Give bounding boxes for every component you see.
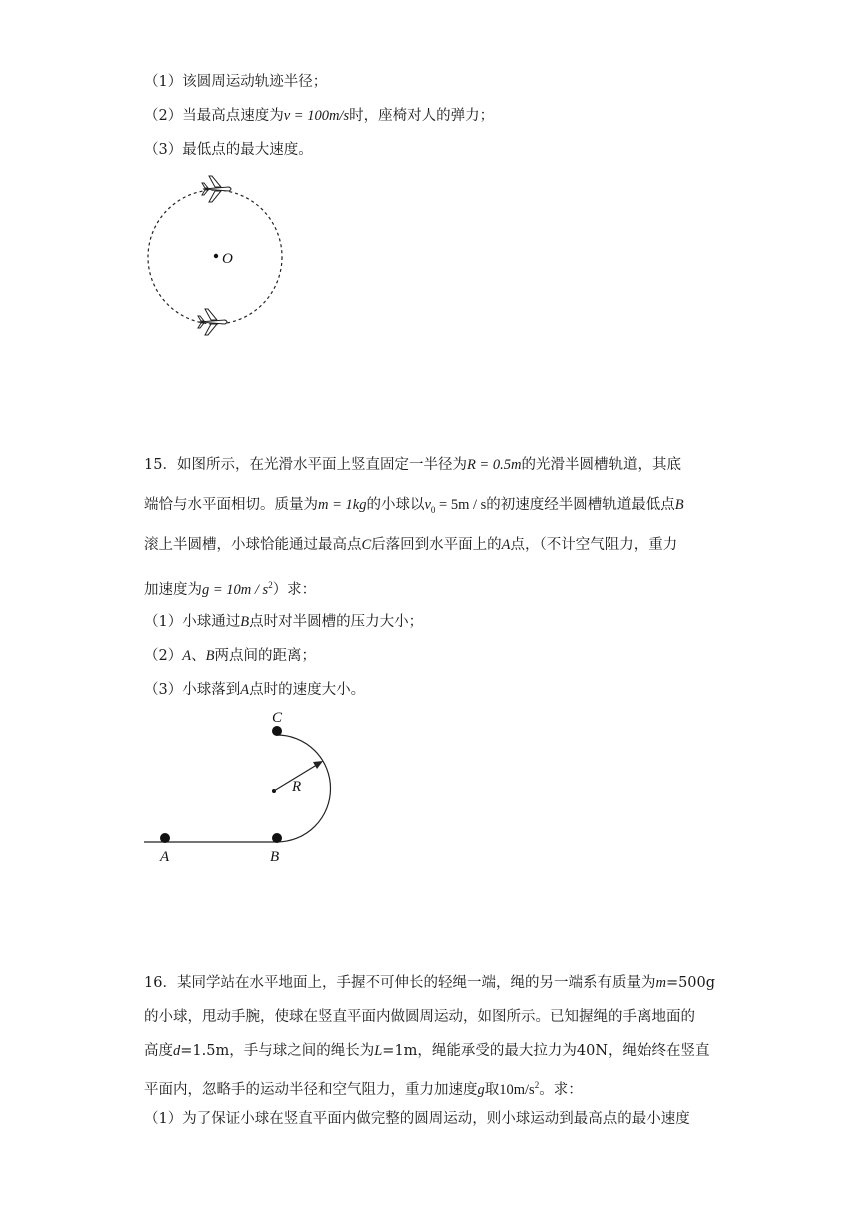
q14-part1: （1）该圆周运动轨迹半径； (144, 74, 328, 90)
ball-B (272, 833, 282, 843)
q14-circle-figure (140, 170, 290, 340)
q15-part2: （2）A、B两点间的距离； (144, 648, 316, 664)
center-label: O (222, 251, 233, 267)
q15-part1: （1）小球通过B点时对半圆槽的压力大小； (144, 614, 424, 630)
plane-bottom-icon (198, 309, 227, 335)
radius-label: R (292, 779, 302, 795)
center-point (214, 254, 218, 258)
q15-part3: （3）小球落到A点时的速度大小。 (144, 682, 366, 698)
semicircle-track (277, 735, 331, 842)
q15-line3: 滚上半圆槽，小球恰能通过最高点C后落回到水平面上的A点，（不计空气阻力，重力 (144, 537, 678, 553)
q16-line4: 平面内，忽略手的运动半径和空气阻力，重力加速度g取$10m/s^2$。求： (144, 1080, 583, 1098)
q14-part2: （2）当最高点速度为v = 100m/s时，座椅对人的弹力； (144, 108, 495, 124)
q15-line4: 加速度为$g = 10m / s^2$）求： (144, 580, 317, 598)
ball-C (272, 726, 282, 736)
q15-line2: 端恰与水平面相切。质量为m = 1kg的小球以$v_0 = 5m / s$的初速度经半圆槽轨道最低点B (144, 497, 684, 515)
q16-part1: （1）为了保证小球在竖直平面内做完整的圆周运动，则小球运动到最高点的最小速度 (144, 1111, 690, 1127)
plane-top-icon (202, 176, 231, 202)
q15-track-figure (140, 705, 360, 870)
q15-line1: 15．如图所示，在光滑水平面上竖直固定一半径为R = 0.5m的光滑半圆槽轨道，其底 (144, 457, 681, 473)
q16-line3: 高度d=1.5m，手与球之间的绳长为L=1m，绳能承受的最大拉力为40N，绳始终在竖直 (144, 1043, 710, 1059)
ball-A (160, 833, 170, 843)
label-A: A (160, 849, 170, 865)
q14-part3: （3）最低点的最大速度。 (144, 142, 313, 158)
q16-line1: 16．某同学站在水平地面上，手握不可伸长的轻绳一端，绳的另一端系有质量为m=500g (144, 975, 716, 991)
q16-line2: 的小球，甩动手腕，使球在竖直平面内做圆周运动，如图所示。已知握绳的手离地面的 (144, 1009, 695, 1025)
label-C: C (272, 710, 283, 726)
label-B: B (270, 849, 280, 865)
